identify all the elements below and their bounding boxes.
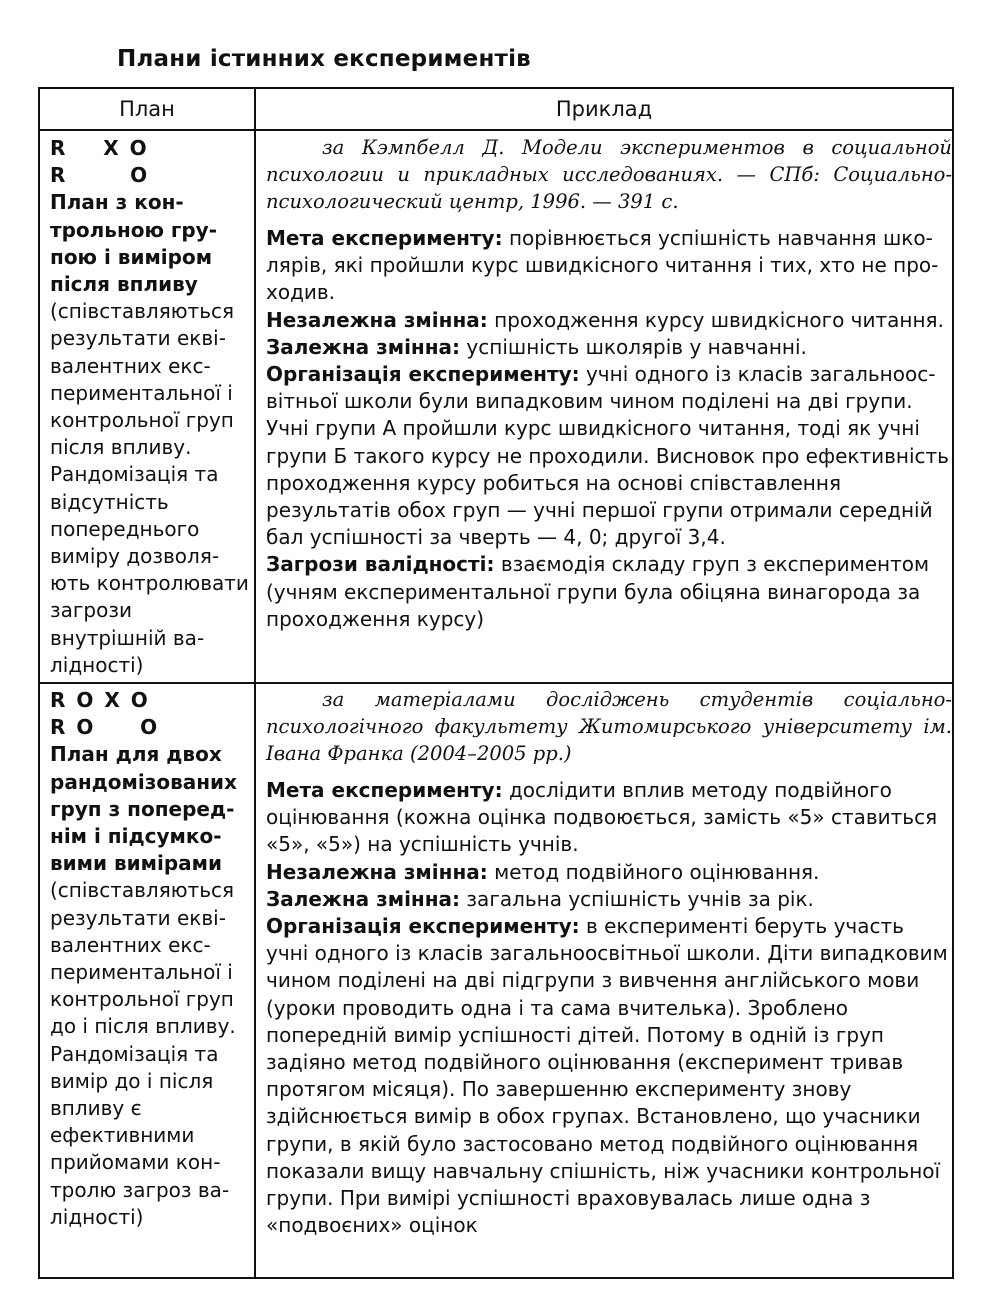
source-citation: за Кэмпбелл Д. Модели экспериментов в социальной психологии и прикладных исследованиях. — СПб: Социально-психологический центр, 1996. — 391 с. <box>266 136 952 213</box>
plan-description: (співставляються результати еквівалентних експериментальної і контрольної груп до і після впливу. Рандомізація та вимір до і після впливу є ефективними прийомами контролю загроз валідності) <box>50 878 236 1229</box>
page-title: Плани істинних експериментів <box>117 46 531 72</box>
row-divider <box>40 682 952 684</box>
organization-text: учні одного із класів загальноосвітньої школи були випадковим чином поділені на дві групи. Учні групи А пройшли курс швидкісного читання, тоді як учні групи Б такого курсу не проходили. Висновок про ефективність проходження курсу робиться на основі співставлення результатів обох груп — учні першої групи отримали середній бал успішності за чверть — 4, 0; другої 3,4. <box>266 362 949 550</box>
validity-threats-paragraph <box>266 551 952 633</box>
row-1-plan-cell <box>50 135 250 679</box>
organization-text: в експерименті беруть участь учні одного із класів загальноосвітньої школи. Діти випадковим чином поділені на дві підгрупи з вивчення англійського мови (уроки проводить одна і та сама вчителька). Зроблено попередній вимір успішності дітей. Потому в одній із груп задіяно метод подвійного оцінювання (експеримент тривав протягом місяця). По завершенню експерименту знову здійснюється вимір в обох групах. Встановлено, що учасники групи, в якій було застосовано метод подвійного оцінювання показали вищу навчальну спішність, ніж учасники контрольної групи. При вимірі успішності враховувалась лише одна з «подвоєних» оцінок <box>266 914 948 1238</box>
independent-variable-paragraph <box>266 859 952 886</box>
dependent-variable-label: Залежна змінна: <box>266 886 461 911</box>
row-2-example-cell <box>266 686 952 1239</box>
goal-text: дослідити вплив методу подвійного оцінювання (кожна оцінка подвоюється, замість «5» ставиться «5», «5») на успішність учнів. <box>266 778 938 857</box>
design-notation-line: R O O <box>50 715 160 740</box>
goal-paragraph <box>266 225 952 307</box>
plan-name: План з контрольною групою і виміром після впливу <box>50 190 218 297</box>
goal-text: порівнюється успішність навчання школярів, які пройшли курс швидкісного читання і тих, хто не проходив. <box>266 226 939 305</box>
plan-description: (співставляються результати еквівалентних експериментальної і контрольної груп після впливу. Рандомізація та відсутність попереднього виміру дозволяють контролювати загрози внутрішній валідності) <box>50 299 249 677</box>
header-example: Приклад <box>555 97 653 121</box>
row-1-example-cell <box>266 134 952 633</box>
organization-label: Організація експерименту: <box>266 914 580 939</box>
independent-variable-text: проходження курсу швидкісного читання. <box>494 307 944 332</box>
validity-threats-label: Загрози валідності: <box>266 552 495 577</box>
independent-variable-paragraph <box>266 307 952 334</box>
design-notation-line: R O <box>50 163 150 188</box>
organization-paragraph <box>266 913 952 1239</box>
source-citation: за матеріалами досліджень студентів соціально-психологічного факультету Житомирського університету ім. Івана Франка (2004–2005 рр.) <box>266 688 952 765</box>
design-notation-line: R X O <box>50 136 149 160</box>
dependent-variable-label: Залежна змінна: <box>266 334 461 359</box>
organization-label: Організація експерименту: <box>266 362 580 387</box>
independent-variable-text: метод подвійного оцінювання. <box>494 859 820 884</box>
row-2-plan-cell <box>50 687 250 1231</box>
dependent-variable-paragraph <box>266 886 952 913</box>
dependent-variable-paragraph <box>266 334 952 361</box>
organization-paragraph <box>266 361 952 551</box>
header-divider <box>40 129 952 131</box>
design-notation-line: R O X O <box>50 688 150 712</box>
dependent-variable-text: успішність школярів у навчанні. <box>466 334 807 359</box>
goal-label: Мета експерименту: <box>266 226 503 250</box>
dependent-variable-text: загальна успішність учнів за рік. <box>466 886 814 911</box>
goal-label: Мета експерименту: <box>266 778 503 802</box>
goal-paragraph <box>266 777 952 859</box>
plans-table <box>38 87 954 1279</box>
plan-name: План для двох рандомізованих груп з попереднім і підсумковими вимірами <box>50 742 237 876</box>
header-plan: План <box>119 97 175 121</box>
independent-variable-label: Незалежна змінна: <box>266 859 488 884</box>
independent-variable-label: Незалежна змінна: <box>266 307 488 332</box>
validity-threats-text: взаємодія складу груп з експериментом (учням експериментальної групи була обіцяна винагорода за проходження курсу) <box>266 552 930 631</box>
